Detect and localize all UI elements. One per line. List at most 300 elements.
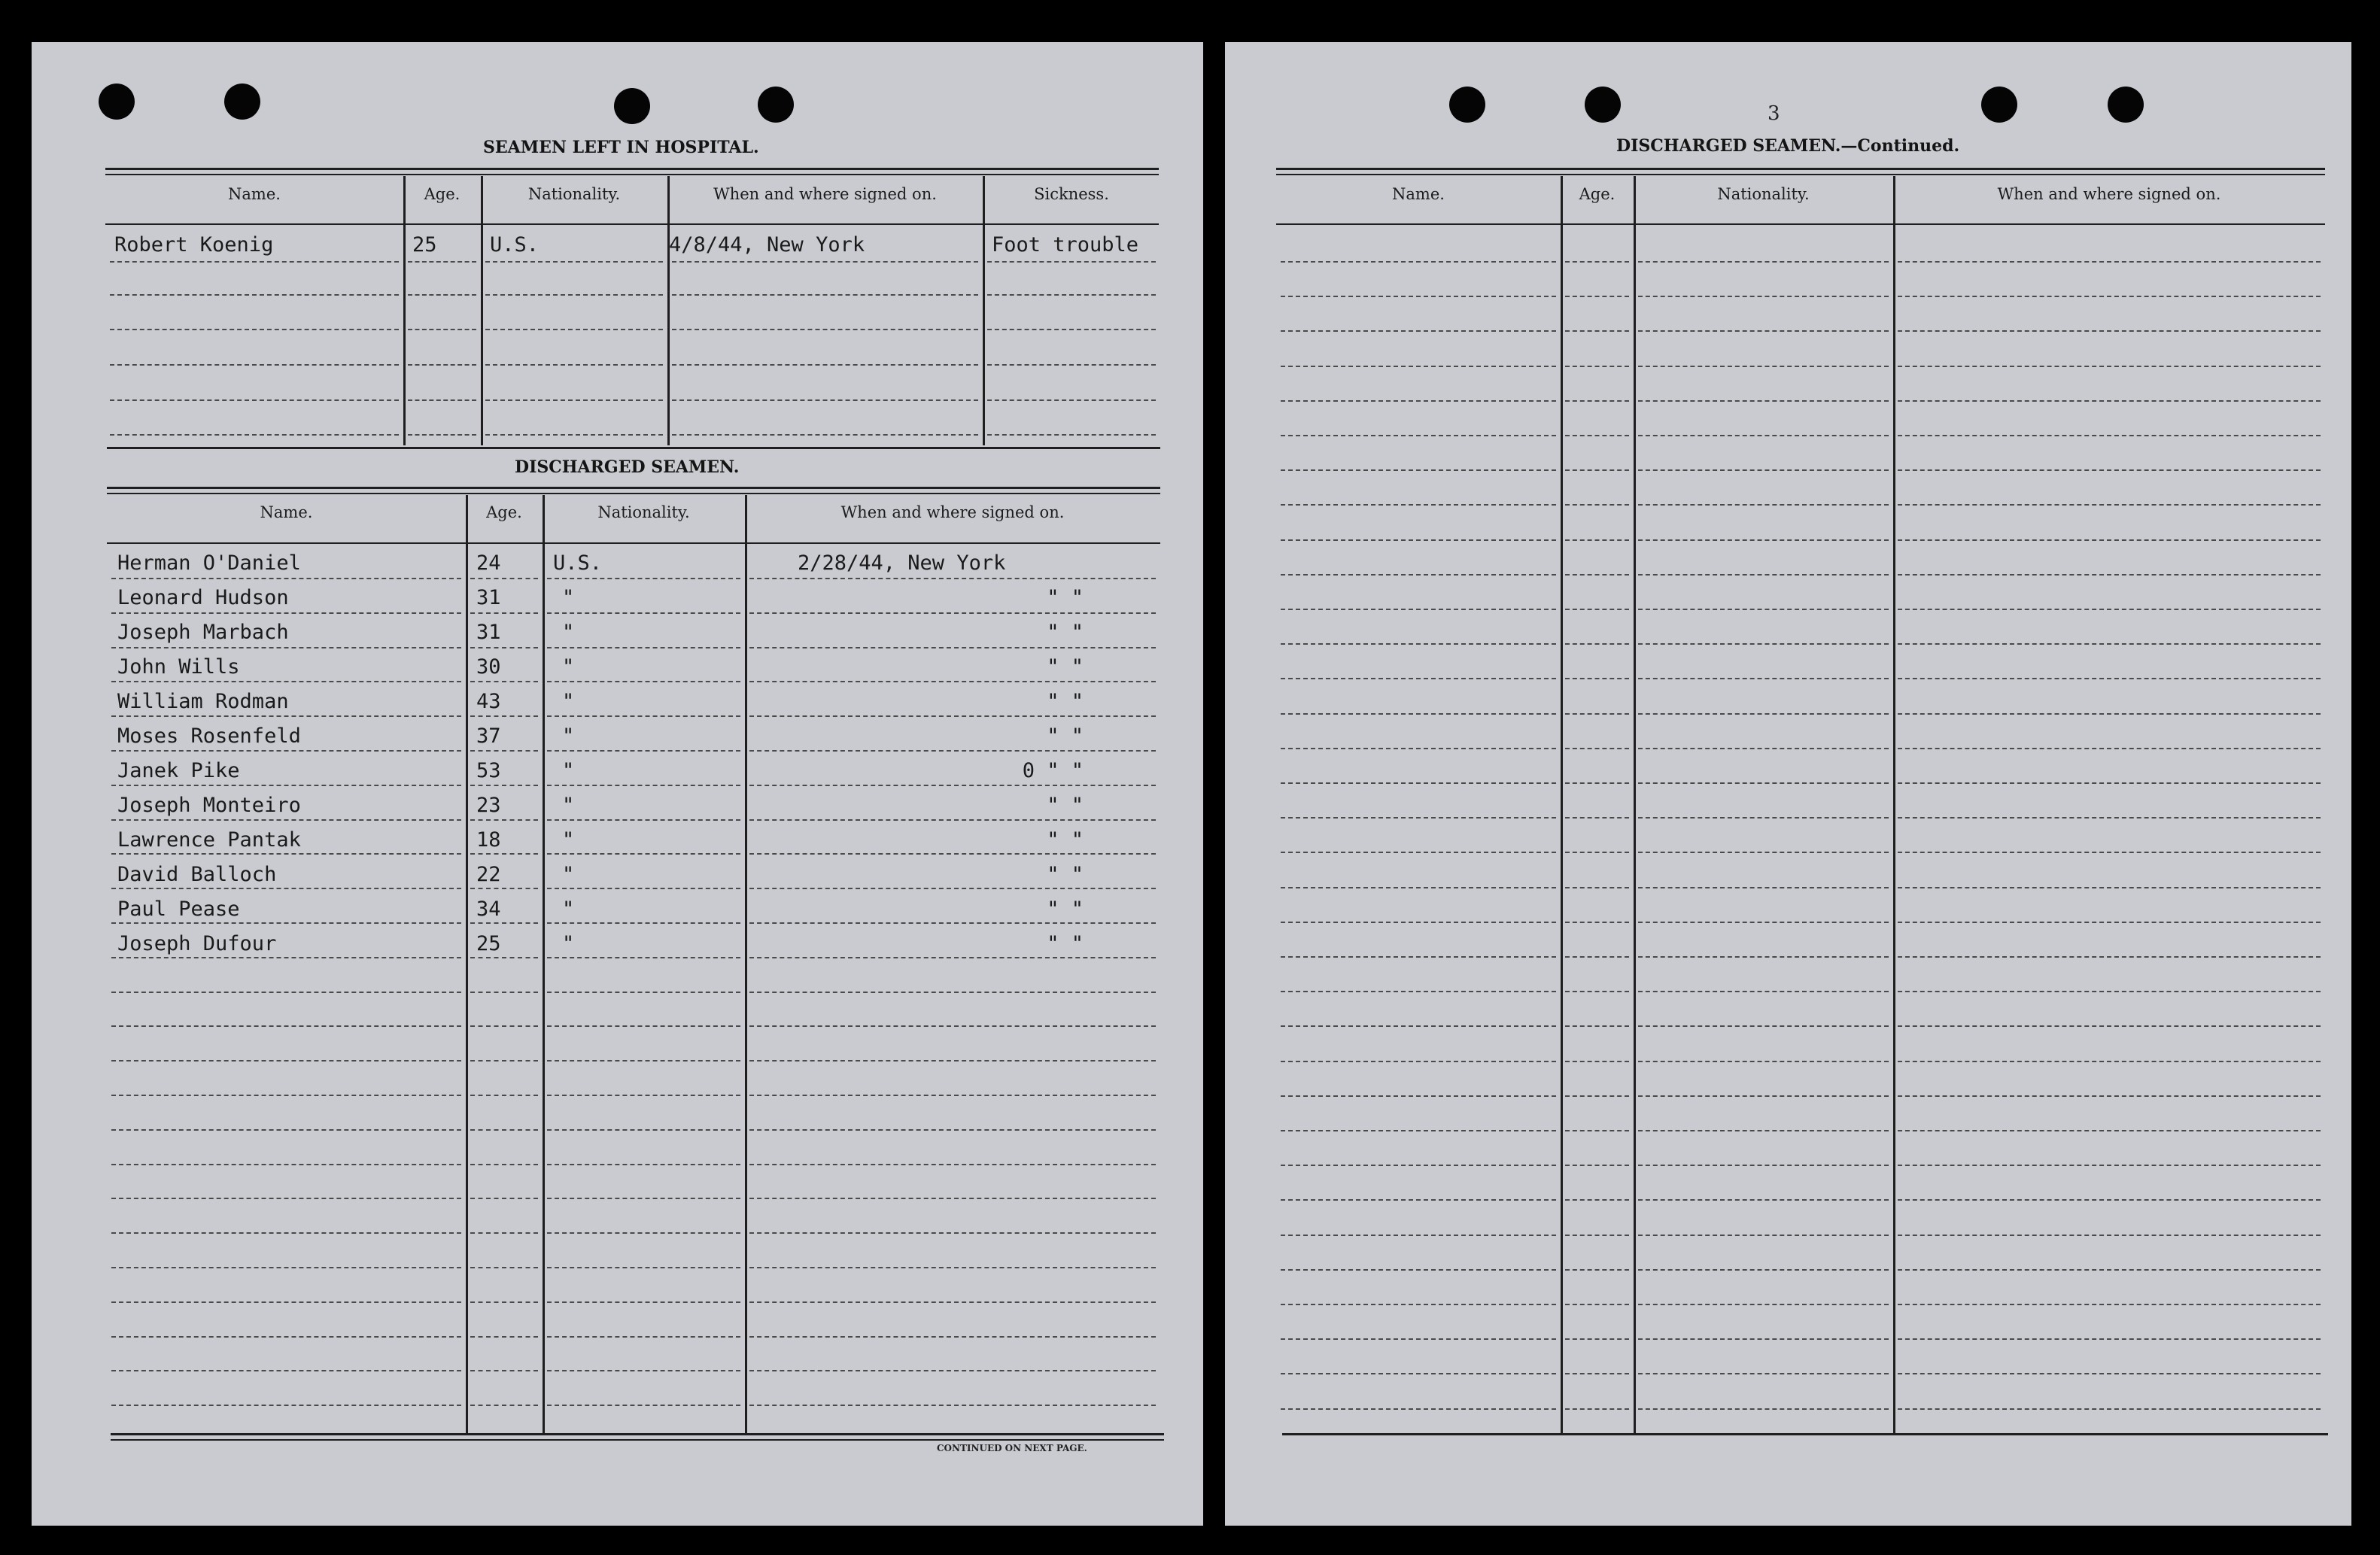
dotted-line xyxy=(1638,713,1889,715)
discharged-cell-name: Janek Pike xyxy=(117,759,240,782)
rule xyxy=(107,542,1160,544)
dotted-line xyxy=(111,1095,461,1096)
dotted-line xyxy=(1281,1199,1556,1201)
rule xyxy=(105,223,1159,225)
column-divider xyxy=(403,176,406,445)
dotted-line xyxy=(749,1198,1156,1199)
dotted-line xyxy=(547,612,740,614)
dotted-line xyxy=(1898,330,2321,332)
discharged-cell-signed: " " xyxy=(1047,932,1084,955)
dotted-line xyxy=(111,785,461,786)
dotted-line xyxy=(408,434,476,436)
dotted-line xyxy=(749,888,1156,889)
column-divider xyxy=(466,495,468,1435)
dotted-line xyxy=(1898,1235,2321,1236)
discharged-cell-name: William Rodman xyxy=(117,690,289,713)
hospital-cell-name: Robert Koenig xyxy=(114,233,274,257)
dotted-line xyxy=(1281,504,1556,506)
dotted-line xyxy=(1638,1025,1889,1027)
dotted-line xyxy=(1281,748,1556,749)
dotted-line xyxy=(1565,1338,1629,1340)
dotted-line xyxy=(672,399,978,401)
column-header: Age. xyxy=(1579,185,1616,203)
discharged-cell-age: 22 xyxy=(476,863,501,886)
dotted-line xyxy=(987,329,1156,330)
discharged-cell-age: 25 xyxy=(476,932,501,955)
dotted-line xyxy=(1898,1373,2321,1374)
dotted-line xyxy=(111,853,461,855)
dotted-line xyxy=(1638,991,1889,992)
rule xyxy=(1276,174,2325,175)
dotted-line xyxy=(1565,1408,1629,1410)
dotted-line xyxy=(110,294,399,296)
dotted-line xyxy=(1898,400,2321,402)
dotted-line xyxy=(111,1129,461,1131)
dotted-line xyxy=(111,715,461,717)
dotted-line xyxy=(111,888,461,889)
dotted-line xyxy=(1638,1165,1889,1166)
rule xyxy=(1276,168,2325,170)
dotted-line xyxy=(1281,400,1556,402)
dotted-line xyxy=(547,853,740,855)
dotted-line xyxy=(1638,1338,1889,1340)
discharged-cell-signed: " " xyxy=(1047,690,1084,713)
dotted-line xyxy=(1638,261,1889,263)
dotted-line xyxy=(749,1060,1156,1061)
discharged-cell-signed: " " xyxy=(1047,586,1084,609)
dotted-line xyxy=(1565,1235,1629,1236)
dotted-line xyxy=(111,1164,461,1165)
dotted-line xyxy=(547,1301,740,1303)
hospital-cell-signed: 4/8/44, New York xyxy=(669,233,865,257)
dotted-line xyxy=(1638,1408,1889,1410)
column-divider xyxy=(1634,176,1636,1435)
dotted-line xyxy=(111,992,461,993)
dotted-line xyxy=(485,329,663,330)
dotted-line xyxy=(1565,922,1629,923)
punch-hole xyxy=(99,84,135,120)
dotted-line xyxy=(470,1370,538,1371)
dotted-line xyxy=(1281,1338,1556,1340)
dotted-line xyxy=(111,1025,461,1027)
dotted-line xyxy=(111,922,461,924)
dotted-line xyxy=(1638,678,1889,679)
dotted-line xyxy=(470,922,538,924)
dotted-line xyxy=(1281,887,1556,888)
dotted-line xyxy=(1898,609,2321,610)
dotted-line xyxy=(470,992,538,993)
dotted-line xyxy=(1281,1095,1556,1097)
dotted-line xyxy=(749,612,1156,614)
discharged-cell-nationality: " xyxy=(562,586,575,609)
column-header: When and where signed on. xyxy=(840,503,1065,521)
discharged-cell-signed: 2/28/44, New York xyxy=(798,551,1006,575)
dotted-line xyxy=(987,294,1156,296)
dotted-line xyxy=(1898,1061,2321,1062)
dotted-line xyxy=(1281,1235,1556,1236)
dotted-line xyxy=(749,578,1156,579)
dotted-line xyxy=(1565,1199,1629,1201)
dotted-line xyxy=(111,1232,461,1234)
dotted-line xyxy=(749,992,1156,993)
column-header: Age. xyxy=(486,503,522,521)
dotted-line xyxy=(1638,1130,1889,1131)
dotted-line xyxy=(470,578,538,579)
dotted-line xyxy=(1281,330,1556,332)
dotted-line xyxy=(470,1198,538,1199)
dotted-line xyxy=(1565,1061,1629,1062)
dotted-line xyxy=(547,1232,740,1234)
rule xyxy=(105,174,1159,175)
dotted-line xyxy=(470,1267,538,1268)
dotted-line xyxy=(547,1095,740,1096)
dotted-line xyxy=(1898,852,2321,853)
dotted-line xyxy=(1565,1095,1629,1097)
dotted-line xyxy=(408,364,476,366)
dotted-line xyxy=(1281,956,1556,958)
dotted-line xyxy=(1281,435,1556,436)
dotted-line xyxy=(1565,782,1629,784)
dotted-line xyxy=(1638,400,1889,402)
discharged-cell-nationality: " xyxy=(562,724,575,748)
discharged-cell-nationality: " xyxy=(562,690,575,713)
hospital-cell-sickness: Foot trouble xyxy=(992,233,1139,257)
dotted-line xyxy=(1638,748,1889,749)
dotted-line xyxy=(1638,1095,1889,1097)
dotted-line xyxy=(749,1267,1156,1268)
dotted-line xyxy=(1898,922,2321,923)
dotted-line xyxy=(1565,366,1629,367)
dotted-line xyxy=(470,1164,538,1165)
dotted-line xyxy=(1898,504,2321,506)
dotted-line xyxy=(110,364,399,366)
dotted-line xyxy=(470,853,538,855)
dotted-line xyxy=(547,750,740,752)
discharged-cell-age: 34 xyxy=(476,897,501,921)
discharged-cell-name: Lawrence Pantak xyxy=(117,828,301,852)
dotted-line xyxy=(749,681,1156,682)
dotted-line xyxy=(470,1129,538,1131)
column-header: Sickness. xyxy=(1034,185,1109,203)
dotted-line xyxy=(749,1336,1156,1338)
column-header: When and where signed on. xyxy=(1997,185,2221,203)
dotted-line xyxy=(1281,366,1556,367)
dotted-line xyxy=(749,957,1156,958)
dotted-line xyxy=(749,1164,1156,1165)
dotted-line xyxy=(749,715,1156,717)
dotted-line xyxy=(1638,1235,1889,1236)
dotted-line xyxy=(1638,296,1889,297)
dotted-line xyxy=(1638,1061,1889,1062)
dotted-line xyxy=(1898,817,2321,819)
discharged-cell-signed: " " xyxy=(1047,724,1084,748)
discharged-cell-age: 31 xyxy=(476,586,501,609)
dotted-line xyxy=(1898,713,2321,715)
dotted-line xyxy=(1565,1373,1629,1374)
punch-hole xyxy=(614,88,650,124)
discharged-cell-nationality: " xyxy=(562,863,575,886)
dotted-line xyxy=(470,819,538,821)
dotted-line xyxy=(749,1232,1156,1234)
dotted-line xyxy=(111,1198,461,1199)
column-header: Nationality. xyxy=(1717,185,1810,203)
continued-title: DISCHARGED SEAMEN.—Continued. xyxy=(1616,136,1960,156)
continued-footer: CONTINUED ON NEXT PAGE. xyxy=(937,1443,1087,1453)
dotted-line xyxy=(749,819,1156,821)
dotted-line xyxy=(749,1025,1156,1027)
dotted-line xyxy=(1638,817,1889,819)
rule xyxy=(107,487,1160,489)
dotted-line xyxy=(1281,1373,1556,1374)
dotted-line xyxy=(1281,1269,1556,1271)
dotted-line xyxy=(547,992,740,993)
dotted-line xyxy=(485,399,663,401)
dotted-line xyxy=(749,785,1156,786)
discharged-cell-name: David Balloch xyxy=(117,863,277,886)
dotted-line xyxy=(111,957,461,958)
dotted-line xyxy=(1281,1025,1556,1027)
discharged-cell-signed: " " xyxy=(1047,828,1084,852)
dotted-line xyxy=(111,681,461,682)
dotted-line xyxy=(1638,366,1889,367)
dotted-line xyxy=(749,922,1156,924)
dotted-line xyxy=(111,1405,461,1406)
rule xyxy=(107,447,1160,449)
discharged-cell-age: 53 xyxy=(476,759,501,782)
dotted-line xyxy=(547,1164,740,1165)
dotted-line xyxy=(1638,504,1889,506)
dotted-line xyxy=(1565,469,1629,471)
dotted-line xyxy=(470,715,538,717)
dotted-line xyxy=(1638,435,1889,436)
dotted-line xyxy=(547,1060,740,1061)
dotted-line xyxy=(110,399,399,401)
dotted-line xyxy=(1898,887,2321,888)
dotted-line xyxy=(1898,261,2321,263)
right-page xyxy=(1225,42,2351,1526)
dotted-line xyxy=(1565,574,1629,576)
column-header: Name. xyxy=(1392,185,1445,203)
dotted-line xyxy=(1638,643,1889,645)
column-divider xyxy=(543,495,545,1435)
dotted-line xyxy=(1281,574,1556,576)
discharged-cell-age: 24 xyxy=(476,551,501,575)
dotted-line xyxy=(749,647,1156,648)
dotted-line xyxy=(547,715,740,717)
dotted-line xyxy=(672,294,978,296)
discharged-cell-signed: 0 " " xyxy=(1022,759,1084,782)
dotted-line xyxy=(749,1129,1156,1131)
dotted-line xyxy=(547,819,740,821)
dotted-line xyxy=(672,434,978,436)
rule xyxy=(1276,223,2325,225)
dotted-line xyxy=(1898,1025,2321,1027)
dotted-line xyxy=(1898,991,2321,992)
dotted-line xyxy=(547,888,740,889)
dotted-line xyxy=(1638,1304,1889,1305)
column-header: Name. xyxy=(260,503,313,521)
dotted-line xyxy=(1638,1373,1889,1374)
hospital-title: SEAMEN LEFT IN HOSPITAL. xyxy=(483,138,759,157)
dotted-line xyxy=(408,399,476,401)
dotted-line xyxy=(1898,643,2321,645)
dotted-line xyxy=(1565,1025,1629,1027)
dotted-line xyxy=(1565,817,1629,819)
dotted-line xyxy=(111,1060,461,1061)
dotted-line xyxy=(485,261,663,263)
dotted-line xyxy=(1898,1304,2321,1305)
rule xyxy=(111,1439,1164,1441)
dotted-line xyxy=(1565,435,1629,436)
discharged-cell-name: Moses Rosenfeld xyxy=(117,724,301,748)
column-header: Nationality. xyxy=(597,503,690,521)
dotted-line xyxy=(1898,1338,2321,1340)
dotted-line xyxy=(672,261,978,263)
dotted-line xyxy=(547,1370,740,1371)
dotted-line xyxy=(1281,296,1556,297)
dotted-line xyxy=(470,612,538,614)
discharged-cell-nationality: " xyxy=(562,897,575,921)
dotted-line xyxy=(110,329,399,330)
column-divider xyxy=(1561,176,1563,1435)
column-header: Age. xyxy=(424,185,460,203)
dotted-line xyxy=(1281,1130,1556,1131)
dotted-line xyxy=(547,957,740,958)
dotted-line xyxy=(749,1405,1156,1406)
dotted-line xyxy=(547,1336,740,1338)
discharged-cell-signed: " " xyxy=(1047,863,1084,886)
dotted-line xyxy=(1281,609,1556,610)
dotted-line xyxy=(111,612,461,614)
dotted-line xyxy=(1638,782,1889,784)
dotted-line xyxy=(1898,782,2321,784)
discharged-cell-nationality: " xyxy=(562,932,575,955)
discharged-cell-nationality: " xyxy=(562,621,575,644)
dotted-line xyxy=(1281,678,1556,679)
dotted-line xyxy=(1565,643,1629,645)
dotted-line xyxy=(1565,748,1629,749)
dotted-line xyxy=(1281,1408,1556,1410)
dotted-line xyxy=(1638,852,1889,853)
dotted-line xyxy=(470,1301,538,1303)
dotted-line xyxy=(1281,991,1556,992)
discharged-cell-name: Joseph Marbach xyxy=(117,621,289,644)
dotted-line xyxy=(470,1060,538,1061)
discharged-cell-age: 43 xyxy=(476,690,501,713)
discharged-cell-name: Joseph Monteiro xyxy=(117,794,301,817)
dotted-line xyxy=(547,681,740,682)
rule xyxy=(1282,1433,2328,1435)
dotted-line xyxy=(1898,1130,2321,1131)
dotted-line xyxy=(547,578,740,579)
dotted-line xyxy=(1898,1165,2321,1166)
dotted-line xyxy=(470,681,538,682)
dotted-line xyxy=(672,364,978,366)
dotted-line xyxy=(1565,713,1629,715)
dotted-line xyxy=(111,1301,461,1303)
dotted-line xyxy=(1281,261,1556,263)
discharged-cell-nationality: U.S. xyxy=(553,551,603,575)
column-header: Nationality. xyxy=(527,185,621,203)
dotted-line xyxy=(1898,366,2321,367)
dotted-line xyxy=(1281,922,1556,923)
dotted-line xyxy=(470,1336,538,1338)
dotted-line xyxy=(408,294,476,296)
dotted-line xyxy=(1281,643,1556,645)
discharged-title: DISCHARGED SEAMEN. xyxy=(515,457,740,477)
rule xyxy=(105,168,1159,170)
dotted-line xyxy=(1638,1199,1889,1201)
dotted-line xyxy=(111,647,461,648)
dotted-line xyxy=(987,399,1156,401)
column-divider xyxy=(481,176,483,445)
discharged-cell-signed: " " xyxy=(1047,794,1084,817)
dotted-line xyxy=(749,750,1156,752)
dotted-line xyxy=(470,1405,538,1406)
punch-hole xyxy=(1585,87,1621,123)
dotted-line xyxy=(1565,887,1629,888)
dotted-line xyxy=(1565,1269,1629,1271)
dotted-line xyxy=(111,578,461,579)
dotted-line xyxy=(1638,574,1889,576)
discharged-cell-age: 23 xyxy=(476,794,501,817)
dotted-line xyxy=(111,1267,461,1268)
dotted-line xyxy=(470,957,538,958)
dotted-line xyxy=(547,785,740,786)
dotted-line xyxy=(1638,330,1889,332)
dotted-line xyxy=(110,261,399,263)
dotted-line xyxy=(470,1232,538,1234)
dotted-line xyxy=(1898,748,2321,749)
discharged-cell-signed: " " xyxy=(1047,621,1084,644)
dotted-line xyxy=(485,294,663,296)
dotted-line xyxy=(1281,1165,1556,1166)
column-header: When and where signed on. xyxy=(713,185,937,203)
dotted-line xyxy=(111,750,461,752)
punch-hole xyxy=(224,84,260,120)
dotted-line xyxy=(1565,1130,1629,1131)
dotted-line xyxy=(547,1198,740,1199)
dotted-line xyxy=(1565,296,1629,297)
dotted-line xyxy=(470,1025,538,1027)
dotted-line xyxy=(1638,956,1889,958)
dotted-line xyxy=(987,261,1156,263)
rule xyxy=(111,1433,1164,1435)
dotted-line xyxy=(111,1336,461,1338)
dotted-line xyxy=(1565,991,1629,992)
column-divider xyxy=(667,176,670,445)
dotted-line xyxy=(672,329,978,330)
dotted-line xyxy=(547,1405,740,1406)
dotted-line xyxy=(1898,1199,2321,1201)
dotted-line xyxy=(1638,609,1889,610)
punch-hole xyxy=(1449,87,1485,123)
dotted-line xyxy=(1281,782,1556,784)
dotted-line xyxy=(485,434,663,436)
dotted-line xyxy=(485,364,663,366)
dotted-line xyxy=(470,1095,538,1096)
dotted-line xyxy=(470,647,538,648)
dotted-line xyxy=(1638,887,1889,888)
dotted-line xyxy=(1898,574,2321,576)
dotted-line xyxy=(749,1095,1156,1096)
column-header: Name. xyxy=(228,185,281,203)
hospital-cell-nationality: U.S. xyxy=(490,233,540,257)
dotted-line xyxy=(547,922,740,924)
column-divider xyxy=(1893,176,1895,1435)
dotted-line xyxy=(1898,296,2321,297)
dotted-line xyxy=(1281,469,1556,471)
